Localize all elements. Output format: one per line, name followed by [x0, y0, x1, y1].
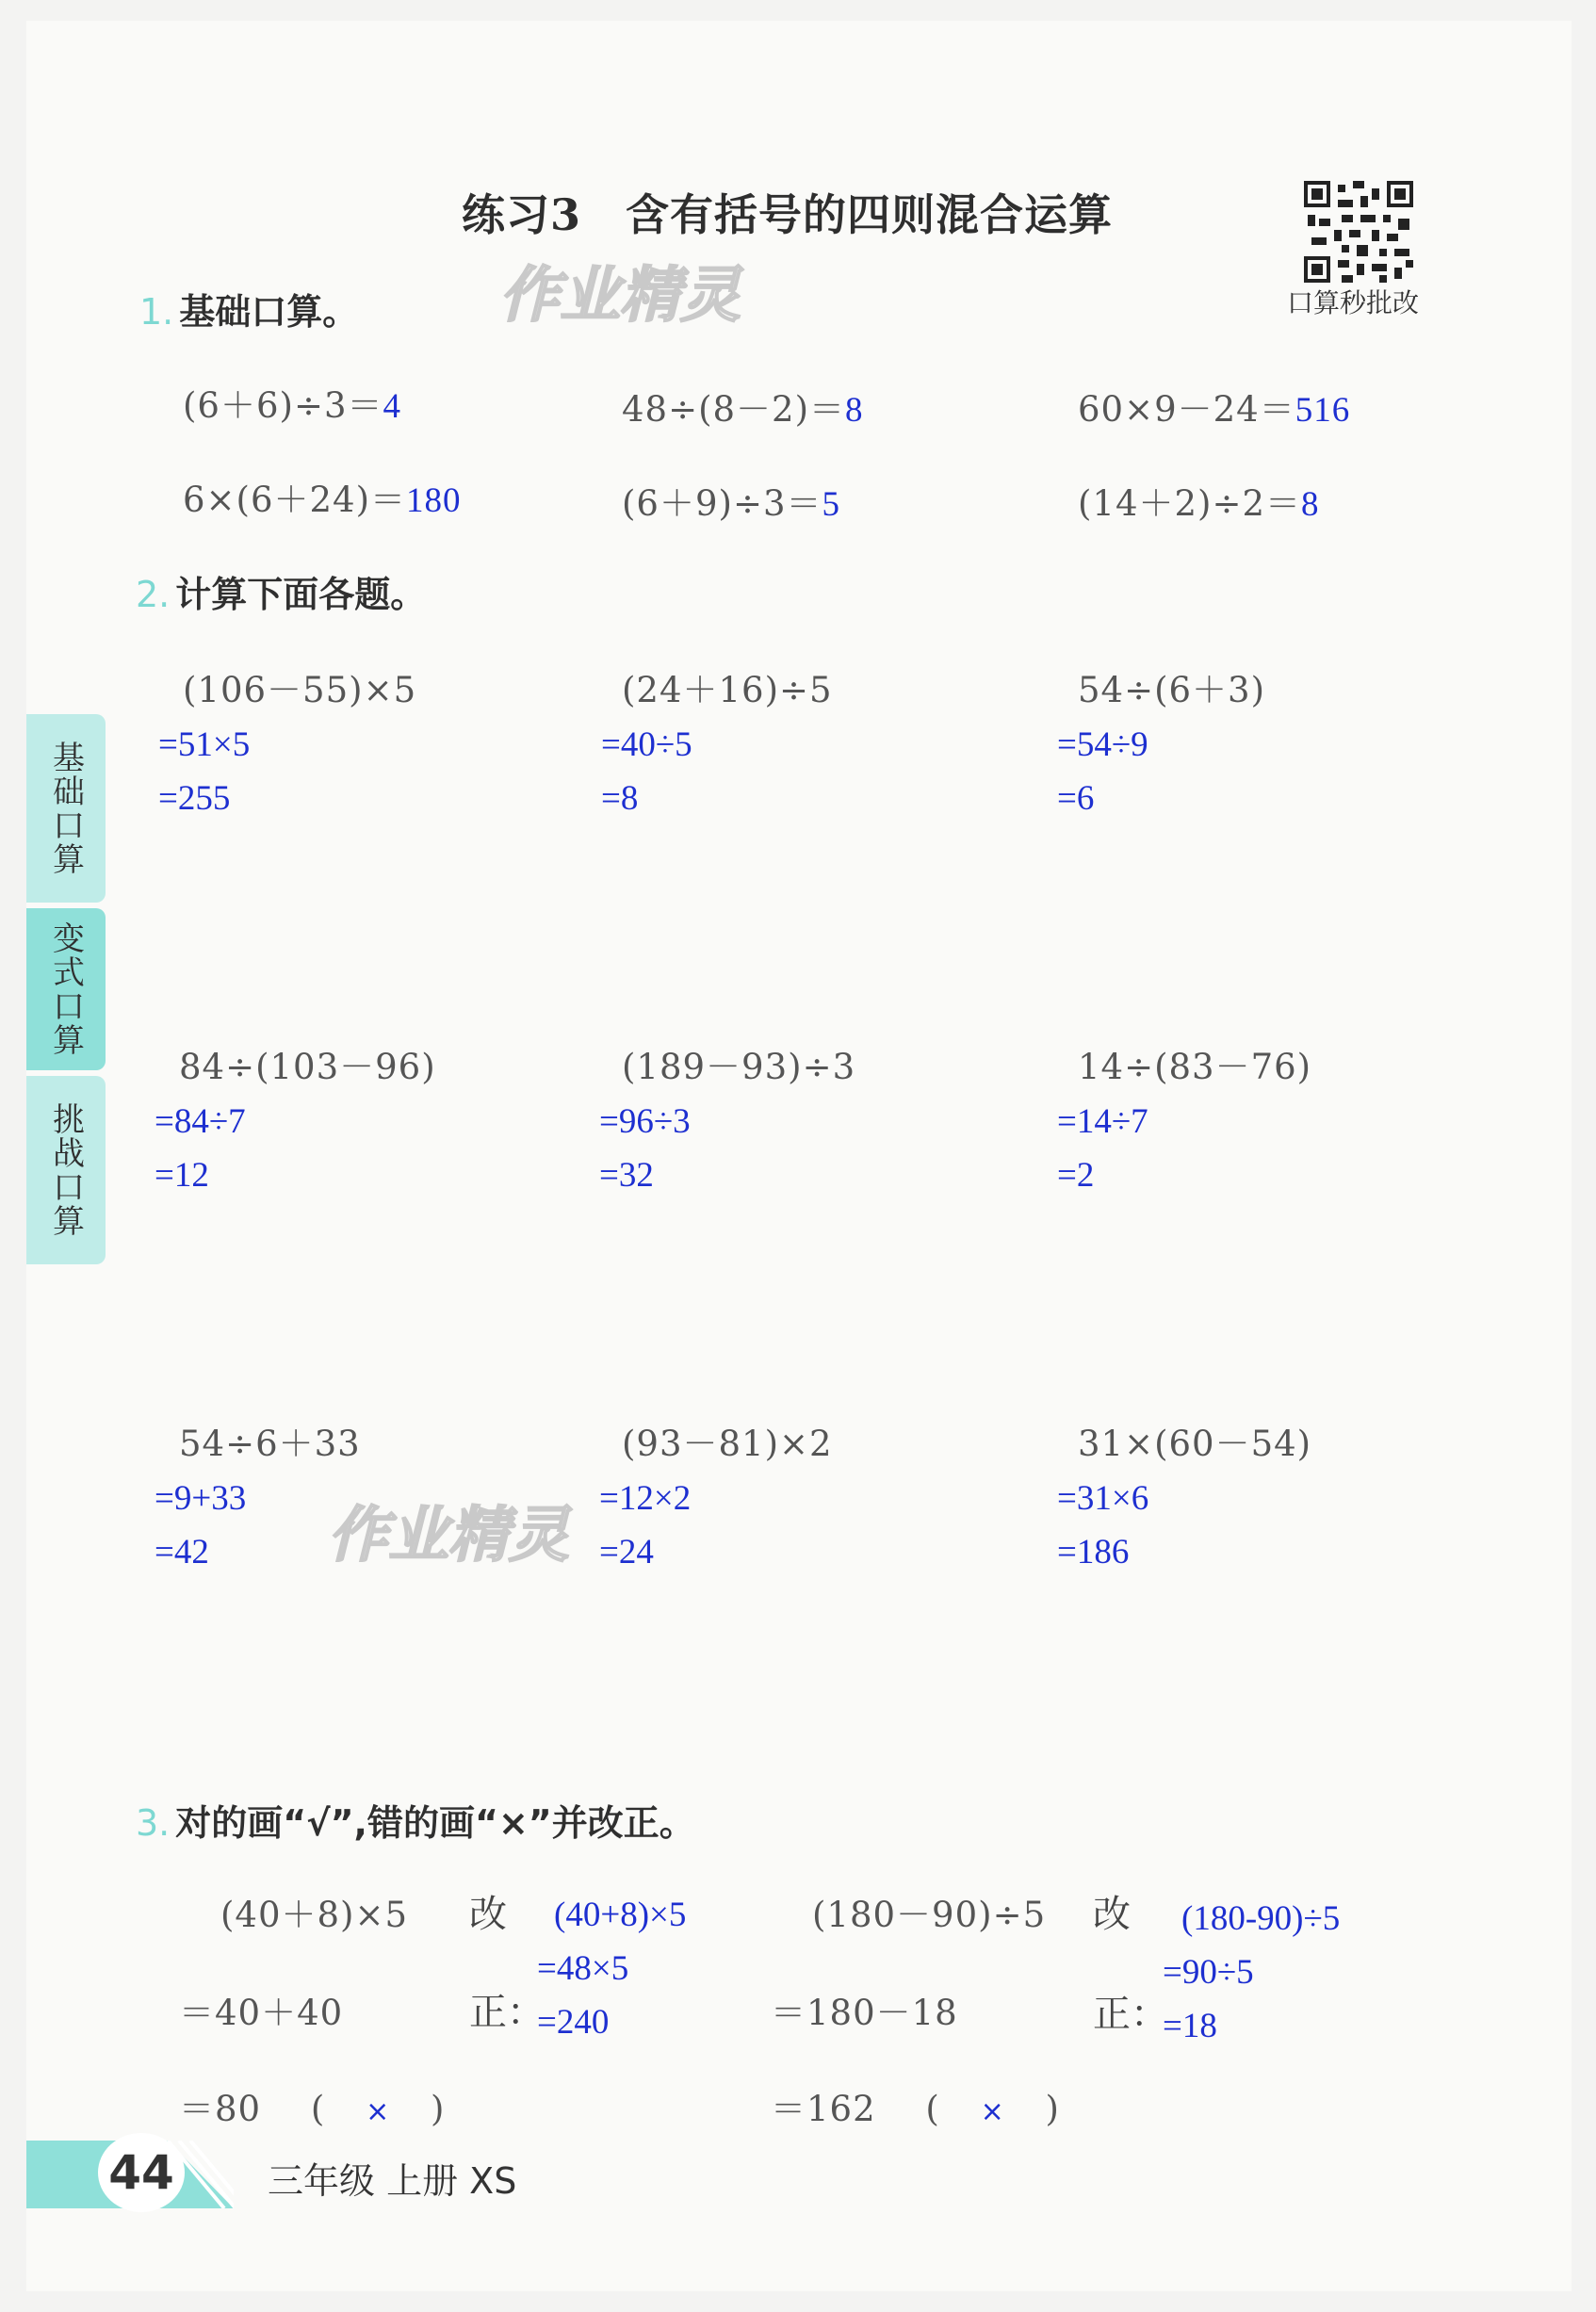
calc-step: =24 — [599, 1533, 654, 1571]
side-tabs — [26, 714, 106, 1270]
calc-question: 84÷(103－96) — [179, 1047, 436, 1087]
oral-question: (14＋2)÷2＝ — [1078, 483, 1302, 524]
calc-step: =2 — [1057, 1156, 1095, 1195]
judge-open-paren: ( — [925, 2089, 940, 2129]
calc-work — [1057, 718, 1148, 825]
correction-label-zheng: 正： — [1093, 1993, 1168, 2036]
calc-question: 14÷(83－76) — [1078, 1047, 1312, 1087]
judge-line: (180－90)÷5 — [812, 1895, 1047, 1935]
calc-step: =186 — [1057, 1533, 1130, 1571]
oral-answer: 516 — [1295, 391, 1351, 430]
oral-item — [183, 471, 462, 522]
page-title: 练习3 含有括号的四则混合运算 — [462, 189, 1114, 240]
judge-result: ＝80 — [179, 2089, 262, 2129]
watermark: 作业精灵 — [499, 261, 741, 331]
calc-work — [1057, 1095, 1148, 1202]
calc-work — [601, 718, 692, 825]
calc-step: =14÷7 — [1057, 1102, 1148, 1141]
calc-question: (106－55)×5 — [183, 670, 417, 710]
section-label: 基础口算。 — [179, 291, 359, 333]
calc-question: 54÷6＋33 — [179, 1424, 361, 1464]
oral-item — [1078, 475, 1320, 526]
judge-close-paren: ) — [430, 2089, 446, 2129]
tab-label: 挑战口算 — [46, 1102, 85, 1238]
oral-answer: 180 — [406, 481, 462, 520]
tab-challenge-oral[interactable] — [26, 1076, 106, 1264]
calc-step: =31×6 — [1057, 1479, 1149, 1518]
section-label: 对的画“√”,错的画“×”并改正。 — [175, 1802, 695, 1844]
oral-question: 6×(6＋24)＝ — [183, 480, 407, 520]
oral-item — [1078, 381, 1350, 431]
oral-item — [622, 475, 840, 526]
section-number: 3. — [136, 1802, 171, 1844]
qr-label: 口算秒批改 — [1287, 287, 1420, 318]
judge-open-paren: ( — [310, 2089, 326, 2129]
judge-mark[interactable]: × — [980, 2095, 1005, 2128]
correction-label-gai: 改 — [1093, 1893, 1131, 1936]
calc-step: =40÷5 — [601, 725, 692, 764]
correction-step: =48×5 — [537, 1949, 629, 1988]
oral-question: (6＋9)÷3＝ — [622, 483, 822, 524]
judge-line — [179, 2080, 445, 2131]
correction-work — [1163, 1892, 1341, 2053]
oral-question: (6＋6)÷3＝ — [183, 385, 383, 426]
calc-question: (189－93)÷3 — [622, 1047, 856, 1087]
calc-step: =9+33 — [155, 1479, 247, 1518]
section-label: 计算下面各题。 — [175, 574, 427, 615]
calc-step: =54÷9 — [1057, 725, 1148, 764]
calc-step: =32 — [599, 1156, 654, 1195]
calc-question: (24＋16)÷5 — [622, 670, 833, 710]
judge-result: ＝162 — [771, 2089, 876, 2129]
judge-line: ＝40＋40 — [179, 1993, 344, 2033]
section-2-heading — [136, 565, 426, 617]
section-number: 2. — [136, 574, 171, 615]
qr-code-icon[interactable] — [1304, 181, 1413, 283]
calc-step: =8 — [601, 779, 639, 818]
oral-answer: 5 — [822, 485, 840, 524]
correction-step: =90÷5 — [1163, 1953, 1254, 1992]
oral-answer: 4 — [383, 387, 401, 426]
tab-label: 变式口算 — [46, 921, 85, 1057]
correction-step: (40+8)×5 — [554, 1896, 687, 1934]
grade-label: 三年级 上册 XS — [268, 2160, 517, 2202]
section-3-heading — [136, 1794, 695, 1846]
calc-step: =255 — [158, 779, 231, 818]
oral-item — [183, 377, 401, 428]
tab-variant-oral[interactable] — [26, 908, 106, 1070]
tab-label: 基础口算 — [46, 741, 85, 876]
section-number: 1. — [139, 291, 174, 333]
calc-question: 31×(60－54) — [1078, 1424, 1312, 1464]
calc-step: =12×2 — [599, 1479, 692, 1518]
judge-line: ＝180－18 — [771, 1993, 958, 2033]
correction-step: =240 — [537, 2003, 610, 2042]
calc-step: =96÷3 — [599, 1102, 691, 1141]
judge-line: (40＋8)×5 — [220, 1895, 409, 1935]
correction-label-zheng: 正： — [469, 1991, 545, 2034]
oral-answer: 8 — [1301, 485, 1320, 524]
calc-work — [599, 1472, 691, 1579]
calc-work — [155, 1472, 246, 1579]
oral-question: 60×9－24＝ — [1078, 389, 1295, 430]
calc-step: =84÷7 — [155, 1102, 246, 1141]
oral-item — [622, 381, 864, 431]
calc-question: 54÷(6＋3) — [1078, 670, 1266, 710]
judge-close-paren: ) — [1045, 2089, 1060, 2129]
correction-work — [537, 1888, 687, 2049]
section-1-heading — [139, 283, 358, 334]
page-number: 44 — [98, 2133, 185, 2212]
oral-answer: 8 — [845, 391, 864, 430]
calc-work — [155, 1095, 246, 1202]
tab-basic-oral[interactable] — [26, 714, 106, 903]
judge-line — [771, 2080, 1060, 2131]
calc-step: =6 — [1057, 779, 1095, 818]
correction-step: =18 — [1163, 2007, 1217, 2045]
calc-step: =12 — [155, 1156, 209, 1195]
calc-question: (93－81)×2 — [622, 1424, 833, 1464]
oral-question: 48÷(8－2)＝ — [622, 389, 846, 430]
calc-step: =51×5 — [158, 725, 251, 764]
calc-step: =42 — [155, 1533, 209, 1571]
calc-work — [599, 1095, 691, 1202]
watermark: 作业精灵 — [328, 1501, 569, 1571]
judge-mark[interactable]: × — [366, 2095, 391, 2128]
calc-work — [158, 718, 250, 825]
correction-step: (180-90)÷5 — [1181, 1899, 1341, 1938]
correction-label-gai: 改 — [469, 1893, 507, 1936]
calc-work — [1057, 1472, 1148, 1579]
